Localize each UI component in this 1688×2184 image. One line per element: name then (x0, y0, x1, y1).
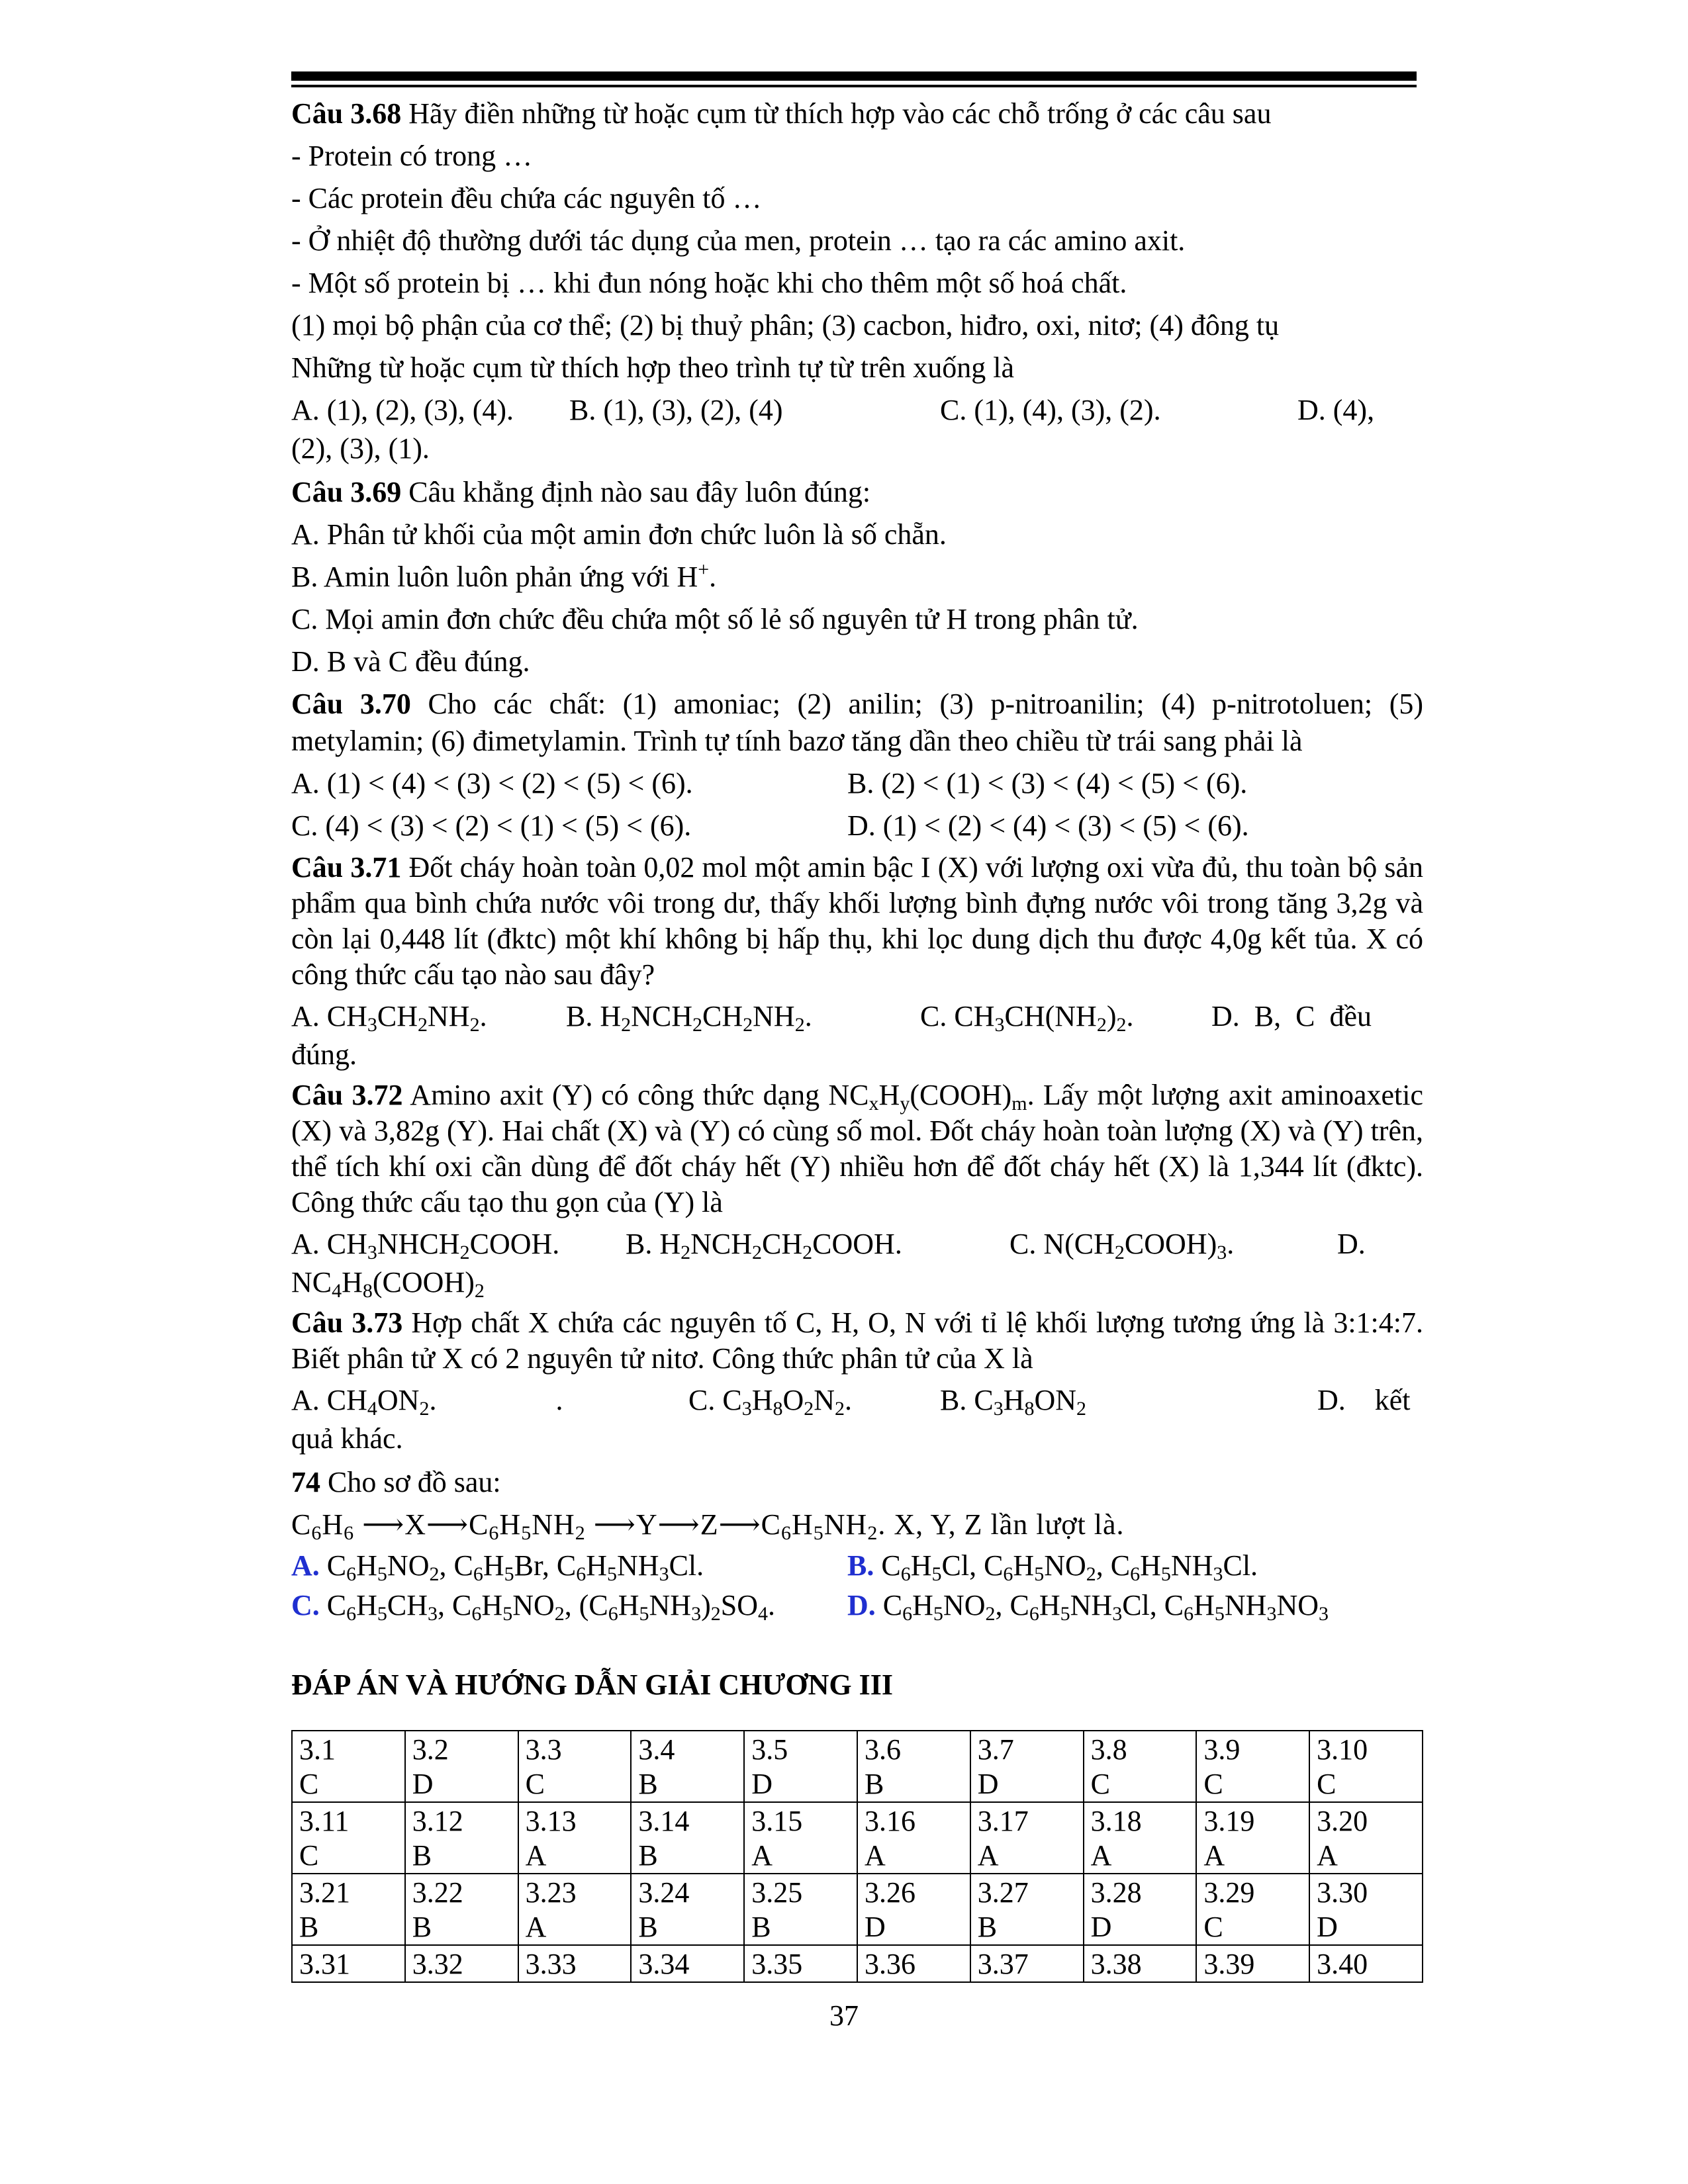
option-c: C. $C_6H_5CH_3$, $C_6H_5NO_2$, $(C_6H_5NH_3)_2SO_4$. (291, 1589, 775, 1625)
answer-key-answer: C (1317, 1768, 1336, 1800)
answer-key-table (291, 1730, 1423, 1983)
answer-key-cell (1309, 1802, 1423, 1874)
option-d: D. kết (1317, 1384, 1411, 1416)
answer-key-question: 3.14 (638, 1805, 690, 1837)
answer-key-row (292, 1874, 1423, 1945)
answer-options (291, 995, 1423, 1038)
answer-key-cell (744, 1802, 857, 1874)
answer-key-cell (857, 1945, 970, 1982)
answer-key-question: 3.9 (1203, 1733, 1241, 1766)
option-b: B. $C_3H_8ON_2$ (940, 1384, 1087, 1420)
question-3-71 (291, 850, 1423, 993)
answer-key-answer: A (525, 1839, 547, 1872)
question-number: Câu 3.69 (291, 476, 402, 508)
answer-key-cell (405, 1802, 518, 1874)
answer-key-cell (405, 1874, 518, 1945)
answer-key-cell (292, 1874, 405, 1945)
answer-key-answer: C (1203, 1911, 1223, 1943)
answer-key-question: 3.38 (1090, 1948, 1142, 1980)
answer-key-answer: D (1317, 1911, 1338, 1943)
answer-key-cell (1084, 1731, 1197, 1802)
answer-key-question: 3.30 (1317, 1876, 1368, 1909)
answer-key-cell (1084, 1945, 1197, 1982)
answer-key-question: 3.20 (1317, 1805, 1368, 1837)
answer-key-cell (857, 1802, 970, 1874)
answer-key-cell (518, 1945, 632, 1982)
answer-key-question: 3.27 (977, 1876, 1029, 1909)
answer-key-answer: D (751, 1768, 773, 1800)
answer-key-body (292, 1731, 1423, 1982)
option-c: C. Mọi amin đơn chức đều chứa một số lẻ số nguyên tử H trong phân tử. (291, 603, 1139, 635)
answer-key-answer: B (977, 1911, 998, 1943)
answer-options (291, 762, 1423, 847)
option-d-continued: (2), (3), (1). (291, 432, 430, 465)
answer-key-question: 3.1 (299, 1733, 336, 1766)
answer-key-question: 3.16 (864, 1805, 915, 1837)
question-prompt: Cho các chất: (1) amoniac; (2) anilin; (3) p-nitroanilin; (4) p-nitrotoluen; (5) metylamin; (6) đimetylamin. Trình tự tính bazơ tăng dần theo chiều từ trái sang phải là (291, 688, 1423, 757)
answer-key-answer: A (1203, 1839, 1225, 1872)
option-d: D. (1) < (2) < (4) < (3) < (5) < (6). (847, 809, 1249, 842)
answer-key-question: 3.10 (1317, 1733, 1368, 1766)
answer-key-question: 3.35 (751, 1948, 803, 1980)
statement-line: Những từ hoặc cụm từ thích hợp theo trình tự từ trên xuống là (291, 351, 1014, 384)
answer-key-question: 3.26 (864, 1876, 915, 1909)
answer-key-answer: B (638, 1768, 658, 1800)
header-rule-thin (291, 85, 1417, 87)
answer-key-answer: A (751, 1839, 773, 1872)
reaction-scheme: $C_6H_6$ $⟶X⟶C_6H_5NH_2$ $⟶Y⟶Z⟶C_6H_5NH_2$. X, Y, Z lần lượt là. (291, 1508, 1125, 1544)
answers-heading: ĐÁP ÁN VÀ HƯỚNG DẪN GIẢI CHƯƠNG III (291, 1668, 893, 1701)
answer-key-question: 3.36 (864, 1948, 915, 1980)
option-d: D. (1337, 1228, 1366, 1260)
answer-key-cell (1309, 1731, 1423, 1802)
option-b: B. (1), (3), (2), (4) (569, 394, 783, 426)
answer-key-row (292, 1802, 1423, 1874)
option-a: A. $CH_3CH_2NH_2$. (291, 1000, 487, 1036)
answer-options (291, 389, 1423, 432)
answer-key-answer: B (412, 1911, 432, 1943)
answer-key-question: 3.8 (1090, 1733, 1127, 1766)
question-3-72: Câu 3.72 Amino axit (Y) có công thức dạng $NC_xH_y(COOH)_m$. Lấy một lượng axit aminoaxetic (X) và 3,82g (Y). Hai chất (X) và (Y) có cùng số mol. Đốt cháy hoàn toàn lượng (X) và (Y) trên, thể tích khí oxi cần dùng để đốt cháy hết (Y) nhiều hơn để đốt cháy hết (X) là 1,344 lít (đktc). Công thức cấu tạo thu gọn của (Y) là (291, 1079, 1423, 1218)
answer-key-question: 3.17 (977, 1805, 1029, 1837)
question-74 (291, 1461, 1423, 1504)
question-3-73 (291, 1305, 1423, 1377)
answer-key-answer: A (1317, 1839, 1338, 1872)
answer-key-cell (1196, 1731, 1309, 1802)
answer-key-cell (292, 1945, 405, 1982)
answer-key-answer: D (864, 1911, 886, 1943)
answer-key-question: 3.11 (299, 1805, 350, 1837)
answer-key-question: 3.25 (751, 1876, 803, 1909)
option-a: A. $CH_3NHCH_2COOH$. (291, 1228, 560, 1263)
question-number: 74 (291, 1466, 320, 1498)
option-a: A. (1) < (4) < (3) < (2) < (5) < (6). (291, 767, 693, 799)
answer-key-answer: C (299, 1839, 319, 1872)
answer-key-question: 3.13 (525, 1805, 577, 1837)
answer-key-question: 3.31 (299, 1948, 350, 1980)
answer-key-cell (857, 1874, 970, 1945)
option-c: C. $N(CH_2COOH)_3$. (1009, 1228, 1235, 1263)
question-prompt: Đốt cháy hoàn toàn 0,02 mol một amin bậc I (X) với lượng oxi vừa đủ, thu toàn bộ sản phẩm qua bình chứa nước vôi trong dư, thấy khối lượng bình đựng nước vôi trong tăng 3,2g và còn lại 0,448 lít (đktc) một khí không bị hấp thụ, khi lọc dung dịch thu được 4,0g kết tủa. X có công thức cấu tạo nào sau đây? (291, 851, 1423, 991)
answer-key-cell (405, 1731, 518, 1802)
option-c: C. $C_3H_8O_2N_2$. (688, 1384, 853, 1420)
question-number: Câu 3.70 (291, 688, 411, 720)
option-d-continued: đúng. (291, 1038, 357, 1071)
question-number: Câu 3.68 (291, 97, 402, 130)
answer-key-cell (631, 1731, 744, 1802)
answer-key-answer: B (751, 1911, 771, 1943)
answer-key-answer: C (1090, 1768, 1110, 1800)
answer-key-answer: B (864, 1768, 884, 1800)
answer-key-answer: A (1090, 1839, 1112, 1872)
answer-key-question: 3.29 (1203, 1876, 1255, 1909)
page-content (291, 93, 1423, 1983)
answer-key-answer: A (864, 1839, 886, 1872)
answer-key-cell (631, 1945, 744, 1982)
answer-key-question: 3.32 (412, 1948, 463, 1980)
question-prompt: Cho sơ đồ sau: (320, 1466, 501, 1498)
answer-key-cell (744, 1945, 857, 1982)
answer-key-question: 3.5 (751, 1733, 788, 1766)
answer-key-answer: D (412, 1768, 434, 1800)
answer-key-answer: D (1090, 1911, 1112, 1943)
answer-key-cell (518, 1802, 632, 1874)
option-d: D. $C_6H_5NO_2$, $C_6H_5NH_3Cl$, $C_6H_5NH_3NO_3$ (847, 1589, 1329, 1625)
answer-key-question: 3.34 (638, 1948, 690, 1980)
option-a: A. $C_6H_5NO_2$, $C_6H_5Br$, $C_6H_5NH_3Cl$. (291, 1549, 704, 1585)
answer-key-cell (744, 1874, 857, 1945)
answer-key-question: 3.28 (1090, 1876, 1142, 1909)
statement-line: - Một số protein bị … khi đun nóng hoặc khi cho thêm một số hoá chất. (291, 267, 1127, 299)
question-prompt: Câu khẳng định nào sau đây luôn đúng: (401, 476, 871, 508)
answer-key-question: 3.2 (412, 1733, 449, 1766)
answer-key-cell (1196, 1945, 1309, 1982)
answer-key-answer: A (977, 1839, 999, 1872)
answer-key-cell (631, 1874, 744, 1945)
statement-line: - Ở nhiệt độ thường dưới tác dụng của men, protein … tạo ra các amino axit. (291, 224, 1186, 257)
answer-key-row (292, 1945, 1423, 1982)
answer-key-answer: B (299, 1911, 319, 1943)
option-d-continued: quả khác. (291, 1422, 403, 1455)
answer-key-cell (1196, 1874, 1309, 1945)
answer-key-answer: C (1203, 1768, 1223, 1800)
answer-key-question: 3.23 (525, 1876, 577, 1909)
answer-key-question: 3.22 (412, 1876, 463, 1909)
question-prompt: Hãy điền những từ hoặc cụm từ thích hợp vào các chỗ trống ở các câu sau (401, 97, 1272, 130)
option-c: C. (4) < (3) < (2) < (1) < (5) < (6). (291, 809, 692, 842)
answer-key-question: 3.15 (751, 1805, 803, 1837)
question-number: Câu 3.72 (291, 1079, 403, 1111)
option-b: B. $C_6H_5Cl$, $C_6H_5NO_2$, $C_6H_5NH_3Cl$. (847, 1549, 1258, 1585)
option-d: D. (4), (1297, 394, 1375, 426)
answer-key-question: 3.40 (1317, 1948, 1368, 1980)
answer-key-cell (970, 1945, 1084, 1982)
answer-key-cell (1084, 1802, 1197, 1874)
question-3-70 (291, 686, 1423, 760)
answer-key-answer: B (412, 1839, 432, 1872)
answer-key-cell (970, 1802, 1084, 1874)
answer-key-answer: C (299, 1768, 319, 1800)
answer-key-question: 3.19 (1203, 1805, 1255, 1837)
statement-line: - Protein có trong … (291, 140, 533, 172)
option-d: D. B, C đều (1211, 1000, 1372, 1032)
answer-key-answer: C (525, 1768, 545, 1800)
answer-key-cell (1309, 1945, 1423, 1982)
option-d: D. B và C đều đúng. (291, 645, 530, 678)
answer-key-cell (970, 1874, 1084, 1945)
option-b: B. $H_2NCH_2CH_2NH_2$. (566, 1000, 812, 1036)
answer-key-cell (405, 1945, 518, 1982)
answer-key-cell (292, 1802, 405, 1874)
answer-options (291, 1223, 1423, 1265)
answer-key-answer: B (638, 1839, 658, 1872)
answer-key-cell (292, 1731, 405, 1802)
answer-key-answer: D (977, 1768, 999, 1800)
answer-key-question: 3.33 (525, 1948, 577, 1980)
option-a: A. Phân tử khối của một amin đơn chức luôn là số chẵn. (291, 518, 947, 551)
question-3-69 (291, 471, 1423, 514)
option-c: C. (1), (4), (3), (2). (940, 394, 1161, 426)
answer-key-question: 3.18 (1090, 1805, 1142, 1837)
answer-key-question: 3.24 (638, 1876, 690, 1909)
answer-key-cell (744, 1731, 857, 1802)
answer-key-cell (631, 1802, 744, 1874)
answer-options (291, 1546, 1423, 1625)
answer-key-cell (857, 1731, 970, 1802)
option-a: A. (1), (2), (3), (4). (291, 394, 514, 426)
answer-key-cell (518, 1731, 632, 1802)
statement-line: - Các protein đều chứa các nguyên tố … (291, 182, 762, 214)
answer-options (291, 1379, 1423, 1422)
answer-key-question: 3.4 (638, 1733, 675, 1766)
question-number: Câu 3.71 (291, 851, 402, 884)
page-number: 37 (829, 1999, 859, 2032)
question-prompt: Hợp chất X chứa các nguyên tố C, H, O, N với tỉ lệ khối lượng tương ứng là 3:1:4:7. Biết phân tử X có 2 nguyên tử nitơ. Công thức phân tử của X là (291, 1306, 1423, 1375)
answer-key-question: 3.12 (412, 1805, 463, 1837)
question-3-68 (291, 93, 1423, 135)
option-c: C. $CH_3CH(NH_2)_2$. (920, 1000, 1134, 1036)
statement-line: (1) mọi bộ phận của cơ thể; (2) bị thuỷ phân; (3) cacbon, hiđro, oxi, nitơ; (4) đông tụ (291, 309, 1280, 341)
answer-key-question: 3.39 (1203, 1948, 1255, 1980)
option-b: B. Amin luôn luôn phản ứng với H+. (291, 559, 717, 593)
answer-key-answer: A (525, 1911, 547, 1943)
option-d-continued: $NC_4H_8(COOH)_2$ (291, 1266, 485, 1302)
answer-key-row (292, 1731, 1423, 1802)
answer-key-question: 3.21 (299, 1876, 350, 1909)
answer-key-question: 3.7 (977, 1733, 1014, 1766)
answer-key-cell (518, 1874, 632, 1945)
question-number: Câu 3.73 (291, 1306, 403, 1339)
answer-key-cell (970, 1731, 1084, 1802)
answer-key-cell (1309, 1874, 1423, 1945)
option-b: B. $H_2NCH_2CH_2COOH$. (626, 1228, 902, 1263)
option-b: B. (2) < (1) < (3) < (4) < (5) < (6). (847, 767, 1248, 799)
answer-key-question: 3.37 (977, 1948, 1029, 1980)
answer-key-question: 3.3 (525, 1733, 562, 1766)
option-a: A. $CH_4ON_2$. . (291, 1384, 563, 1420)
header-rule-thick (291, 71, 1417, 81)
answer-key-question: 3.6 (864, 1733, 901, 1766)
answer-key-answer: B (638, 1911, 658, 1943)
answer-key-cell (1196, 1802, 1309, 1874)
answer-key-cell (1084, 1874, 1197, 1945)
